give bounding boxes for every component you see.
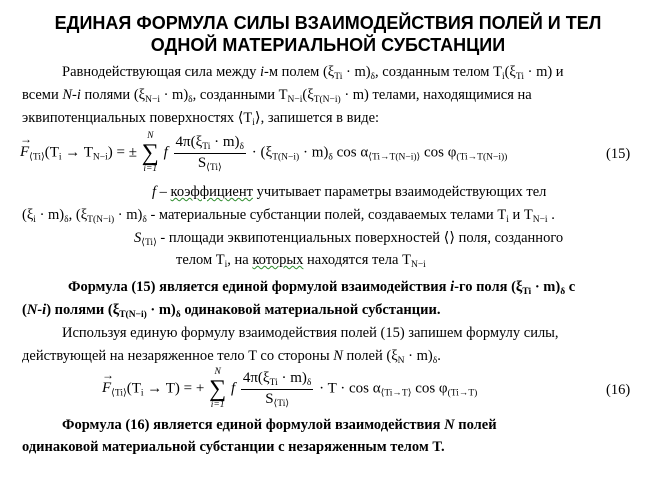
subscript: δ [370,72,376,82]
text: f [152,184,157,200]
subscript: ⟨Ti⟩ [141,238,157,248]
subscript: δ [239,141,245,152]
text: - материальные субстанции полей, создаваемых телами T [146,207,507,223]
subscript: i [58,152,62,163]
text: полей (ξ [342,348,398,364]
text: S [265,390,274,407]
text: полями (ξ [80,87,146,103]
text: всеми [22,87,63,103]
text: · m) [404,348,433,364]
text: · m) [277,369,307,386]
subscript: δ [64,215,69,225]
coefficient-f: f [230,380,236,397]
page-title-line1: ЕДИНАЯ ФОРМУЛА СИЛЫ ВЗАИМОДЕЙСТВИЯ ПОЛЕЙ И ТЕЛ [54,13,602,33]
subscript: N−i [410,260,426,270]
numerator [241,370,314,388]
text: (ξ [302,87,314,103]
text: N [333,348,343,364]
text: i [450,279,455,295]
denominator [196,155,224,173]
text: ⟩, запишется в виде: [254,110,380,126]
equation-number-15: (15) [606,146,631,162]
text: (ξ [504,64,516,80]
text: коэффициент [170,184,253,200]
subscript: (Ti→T(N−i)) [456,152,508,163]
para1-line3 [22,109,379,132]
text: → T) = + [143,380,205,397]
subscript: (Ti→T) [447,388,478,399]
text: с [565,279,576,295]
text: ) = ± [107,144,137,161]
fraction-bar [174,153,247,154]
text: · m) [210,133,240,150]
para4-line2: одинаковой материальной субстанции с незаряженным телом T. [22,439,445,455]
text: - площади эквипотенциальных поверхностей ⟨⟩ поля, созданного [156,230,564,246]
text: , созданным телом T [375,64,502,80]
text: действующей на незаряженное тело T со стороны [22,348,334,364]
text: 4π(ξ [175,133,203,150]
subscript: δ [175,310,181,320]
text: · m) [159,87,189,103]
para2-line2 [22,301,440,324]
text: N [444,417,455,433]
text: . [547,207,555,223]
para3-line1: Используя единую формулу взаимодействия полей (15) запишем формулу силы, [62,325,559,341]
force-vector-symbol: → F [20,144,29,161]
subscript: ⟨Ti⟩ [273,398,290,409]
subscript: i [252,118,255,128]
subscript: N [397,356,405,366]
denominator [263,391,291,409]
text: одинаковой материальной субстанции. [180,302,441,318]
subscript: T(N−i) [87,215,115,225]
subscript: N−i [532,215,548,225]
text: , на [227,252,253,268]
equation-16 [102,367,477,411]
sum-upper: N [214,367,221,377]
force-vector-symbol: → F [102,380,111,397]
text: ( [22,302,27,318]
text: и T [508,207,533,223]
text: · m) и [524,64,564,80]
text: · (ξ [251,144,273,161]
subscript: δ [432,356,438,366]
subscript: δ [306,377,312,388]
fraction [241,370,314,409]
equation-number-16: (16) [606,382,631,398]
text: (T [44,144,59,161]
text: cos φ [411,380,448,397]
text: S [134,230,142,246]
subscript: δ [142,215,147,225]
text: → T [61,144,93,161]
subscript: δ [328,152,333,163]
sigma: ∑ [209,376,227,402]
text: S [197,154,207,171]
sum-lower: i=1 [143,164,158,174]
text: cos α [332,144,369,161]
fraction-bar [241,389,314,390]
def-s-cont [176,251,426,274]
subscript: Ti [334,72,343,82]
subscript: Ti [269,377,278,388]
text: i [260,64,265,80]
text: -м полем (ξ [264,64,335,80]
numerator [174,134,247,152]
coefficient-f: f [163,144,168,161]
text: N-i [26,302,47,318]
subscript: ⟨Ti→T⟩ [380,388,412,399]
text: эквипотенциальных поверхностях ⟨T [22,110,253,126]
subscript: i [224,260,228,270]
text: N-i [62,87,81,103]
text: Формула (15) является единой формулой взаимодействия [68,279,451,295]
subscript: Ti [515,72,524,82]
text: -го поля (ξ [454,279,523,295]
sigma: ∑ [141,140,159,166]
def-s [134,229,563,252]
text: , созданными T [192,87,288,103]
text: ) полями (ξ [46,302,120,318]
subscript: T(N−i) [313,95,341,105]
text: · m) [299,144,329,161]
subscript: T(N−i) [272,152,300,163]
def-f [152,183,546,201]
subscript: i [140,388,144,399]
text: · T · cos α [319,380,381,397]
text: – [156,184,171,200]
text: , (ξ [68,207,88,223]
text: полей [454,417,497,433]
text: находятся тела T [303,252,411,268]
subscript: i [506,215,509,225]
sum-symbol [209,367,226,411]
sum-upper: N [147,131,154,141]
text: учитывает параметры взаимодействующих тел [252,184,547,200]
subscript: Ti [522,287,532,297]
text: (T [126,380,141,397]
text: телом T [176,252,225,268]
text: Формула (16) является единой формулой взаимодействия [62,417,445,433]
para1-line1 [62,63,564,86]
page-title-line2: ОДНОЙ МАТЕРИАЛЬНОЙ СУБСТАНЦИИ [150,35,506,55]
sum-lower: i=1 [210,400,225,410]
subscript: ⟨Ti⟩ [29,152,45,163]
text: Равнодействующая сила между [62,64,260,80]
subscript: ⟨Ti⟩ [111,388,127,399]
subscript: N−i [287,95,303,105]
text: · m) [35,207,65,223]
text: · m) [114,207,143,223]
subscript: δ [188,95,193,105]
def-xi [22,206,555,229]
sum-symbol [142,131,159,175]
subscript: N−i [145,95,160,105]
subscript: ⟨Ti→T(N−i)⟩ [368,152,421,163]
subscript: i [501,72,505,82]
subscript: Ti [202,141,211,152]
text: · m) [531,279,561,295]
text: 4π(ξ [242,369,270,386]
subscript: δ [560,287,566,297]
text: · m) телами, находящимися на [340,87,532,103]
text: . [437,348,441,364]
subscript: ⟨Ti⟩ [206,162,222,173]
text: (ξ [22,207,34,223]
para2-line1 [68,278,575,301]
subscript: i [33,215,36,225]
subscript: T(N−i) [119,310,147,320]
para1-line2 [22,86,532,109]
equation-15 [20,131,507,175]
text: которых [252,252,304,268]
text: cos φ [420,144,457,161]
text: · m) [146,302,176,318]
fraction [174,134,247,173]
para4-line1 [62,416,497,434]
text: · m) [342,64,371,80]
subscript: N−i [92,152,108,163]
